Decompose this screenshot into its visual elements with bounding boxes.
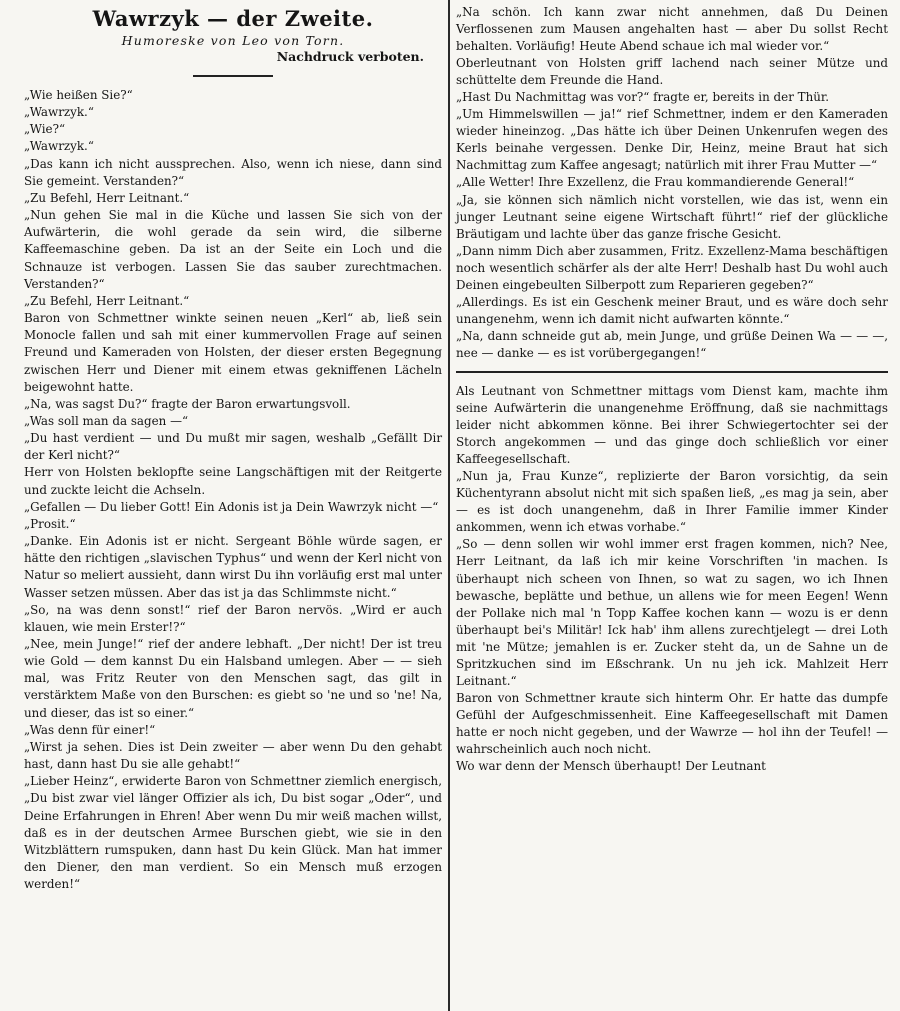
paragraph: „Das kann ich nicht aussprechen. Also, wenn ich niese, dann sind Sie gemeint. Verstanden?“ [24, 156, 442, 188]
paragraph: „Na schön. Ich kann zwar nicht annehmen, daß Du Deinen Verflossenen zum Mausen angehalten hast — aber Du sollst Recht behalten. Vorläufig! Heute Abend schaue ich mal wieder vor.“ [456, 5, 888, 54]
article-subtitle: Humoreske von Leo von Torn. [121, 33, 345, 48]
paragraph: „Zu Befehl, Herr Leitnant.“ [24, 190, 190, 205]
paragraph: „Danke. Ein Adonis ist er nicht. Sergeant Böhle würde sagen, er hätte den richtigen „slavischen Typhus“ und wenn der Kerl nicht von Natur so meliert aussieht, dann wirst Du ihn vorläufig erst mal unter Wasser setzen müssen. Aber das ist ja das Schlimmste nicht.“ [24, 534, 442, 600]
paragraph: Baron von Schmettner kraute sich hinterm Ohr. Er hatte das dumpfe Gefühl der Aufgeschmissenheit. Eine Kaffeegesellschaft mit Damen hatte er noch nicht gegeben, und der Wawrze — hol ihn der Teufel! — wahrscheinlich auch noch nicht. [456, 690, 888, 756]
paragraph: „Wawrzyk.“ [24, 105, 94, 120]
paragraph: „Nee, mein Junge!“ rief der andere lebhaft. „Der nicht! Der ist treu wie Gold — dem kannst Du ein Halsband umlegen. Aber — — sieh mal, was Fritz Reuter von den Menschen sagt, das gilt in verstärktem Maße von den Burschen: es giebt so 'ne und so 'ne! Na, und dieser, das ist so einer.“ [24, 637, 442, 720]
paragraph: „Na, was sagst Du?“ fragte der Baron erwartungsvoll. [24, 396, 351, 411]
title-divider [193, 75, 273, 77]
paragraph: Wo war denn der Mensch überhaupt! Der Leutnant [456, 759, 766, 774]
paragraph: „Dann nimm Dich aber zusammen, Fritz. Exzellenz-Mama beschäftigen noch wesentlich schärfer als der alte Herr! Deshalb hast Du wohl auch Deinen eingebeulten Silberpott zum Reparieren gegeben?“ [456, 243, 888, 292]
paragraph: „Was soll man da sagen —“ [24, 413, 189, 428]
paragraph: Herr von Holsten beklopfte seine Langschäftigen mit der Reitgerte und zuckte leicht die Achseln. [24, 465, 442, 497]
paragraph: „Gefallen — Du lieber Gott! Ein Adonis ist ja Dein Wawrzyk nicht —“ [24, 499, 439, 514]
paragraph: Oberleutnant von Holsten griff lachend nach seiner Mütze und schüttelte dem Freunde die Hand. [456, 56, 888, 88]
paragraph: „So, na was denn sonst!“ rief der Baron nervös. „Wird er auch klauen, wie mein Erster!?“ [24, 602, 442, 634]
paragraph: „Zu Befehl, Herr Leitnant.“ [24, 293, 190, 308]
paragraph: „Allerdings. Es ist ein Geschenk meiner Braut, und es wäre doch sehr unangenehm, wenn ich damit nicht aufwarten könnte.“ [456, 294, 888, 326]
section-divider [456, 371, 888, 373]
paragraph: „Wawrzyk.“ [24, 139, 94, 154]
paragraph: „Um Himmelswillen — ja!“ rief Schmettner, indem er den Kameraden wieder hineinzog. „Das hätte ich über Deinen Unkenrufen wegen des Kerls beinahe vergessen. Denke Dir, Heinz, meine Braut hat sich Nachmittag zum Kaffee angesagt; natürlich mit ihrer Frau Mutter —“ [456, 107, 888, 173]
paragraph: „Alle Wetter! Ihre Exzellenz, die Frau kommandierende General!“ [456, 175, 855, 190]
article-title: Wawrzyk — der Zweite. [92, 6, 374, 31]
paragraph: „Lieber Heinz“, erwiderte Baron von Schmettner ziemlich energisch, „Du bist zwar viel länger Offizier als ich, Du bist sogar „Oder“, und Deine Erfahrungen in Ehren! Aber wenn Du mir weiß machen willst, daß es in der deutschen Armee Burschen giebt, wie sie in den Witzblättern rumspuken, dann hast Du kein Glück. Man hat immer den Diener, den man verdient. So ein Mensch muß erzogen werden!“ [24, 774, 442, 892]
right-column [456, 4, 888, 775]
right-column-text-top [456, 4, 888, 362]
paragraph: „So — denn sollen wir wohl immer erst fragen kommen, nich? Nee, Herr Leitnant, da laß ich mir keine Vorschriften 'in machen. Is überhaupt nich scheen von Ihnen, so wat zu sagen, wo ich Ihnen bewasche, beplätte und bethue, un allens wie for meen Eegen! Wenn der Pollake nich mal 'n Topp Kaffee kochen kann — wozu is er denn überhaupt bei's Militär! Ick hab' ihm allens zurechtjelegt — drei Loth mit 'ne Mütze; jemahlen is er. Zucker steht da, un de Sahne un de Spritzkuchen sind im Eßschrank. Un nu jeh ick. Mahlzeit Herr Leitnant.“ [456, 537, 888, 688]
right-column-text-bottom [456, 383, 888, 775]
paragraph: „Was denn für einer!“ [24, 722, 156, 737]
paragraph: „Hast Du Nachmittag was vor?“ fragte er, bereits in der Thür. [456, 90, 830, 105]
left-column-text [24, 87, 442, 893]
paragraph: „Wie heißen Sie?“ [24, 88, 133, 102]
paragraph: „Nun gehen Sie mal in die Küche und lassen Sie sich von der Aufwärterin, die wohl gerade da sein wird, die silberne Kaffeemaschine geben. Da ist an der Seite ein Loch und die Schnauze ist verbogen. Lassen Sie das sauber zurechtmachen. Verstanden?“ [24, 208, 442, 291]
left-column [24, 4, 442, 893]
paragraph: Als Leutnant von Schmettner mittags vom Dienst kam, machte ihm seine Aufwärterin die unangenehme Eröffnung, daß sie nachmittags leider nicht abkommen könne. Bei ihrer Schwiegertochter sei der Storch angekommen — und das ginge doch schließlich vor einer Kaffeegesellschaft. [456, 383, 888, 467]
column-rule [448, 0, 450, 1011]
paragraph: „Prosit.“ [24, 516, 76, 531]
paragraph: „Na, dann schneide gut ab, mein Junge, und grüße Deinen Wa — — —, nee — danke — es ist vorübergegangen!“ [456, 328, 888, 360]
paragraph: „Wirst ja sehen. Dies ist Dein zweiter — aber wenn Du den gehabt hast, dann hast Du sie alle gehabt!“ [24, 739, 442, 772]
paragraph: „Nun ja, Frau Kunze“, replizierte der Baron vorsichtig, da sein Küchentyrann absolut nicht mit sich spaßen ließ, „es mag ja sein, aber — es ist doch unangenehm, daß in Ihrer Familie immer Kinder ankommen, wenn ich etwas vorhabe.“ [456, 469, 888, 535]
paragraph: „Ja, sie können sich nämlich nicht vorstellen, wie das ist, wenn ein junger Leutnant seine eigene Wirtschaft führt!“ rief der glückliche Bräutigam und lachte über das ganze frische Gesicht. [456, 192, 888, 241]
paragraph: Baron von Schmettner winkte seinen neuen „Kerl“ ab, ließ sein Monocle fallen und sah mit einer kummervollen Frage auf seinen Freund und Kameraden von Holsten, der dieser ersten Begegnung zwischen Herr und Diener mit einem etwas gekniffenen Lächeln beigewohnt hatte. [24, 311, 442, 394]
paragraph: „Du hast verdient — und Du mußt mir sagen, weshalb „Gefällt Dir der Kerl nicht?“ [24, 431, 442, 463]
reprint-notice: Nachdruck verboten. [276, 49, 424, 64]
paragraph: „Wie?“ [24, 122, 66, 137]
